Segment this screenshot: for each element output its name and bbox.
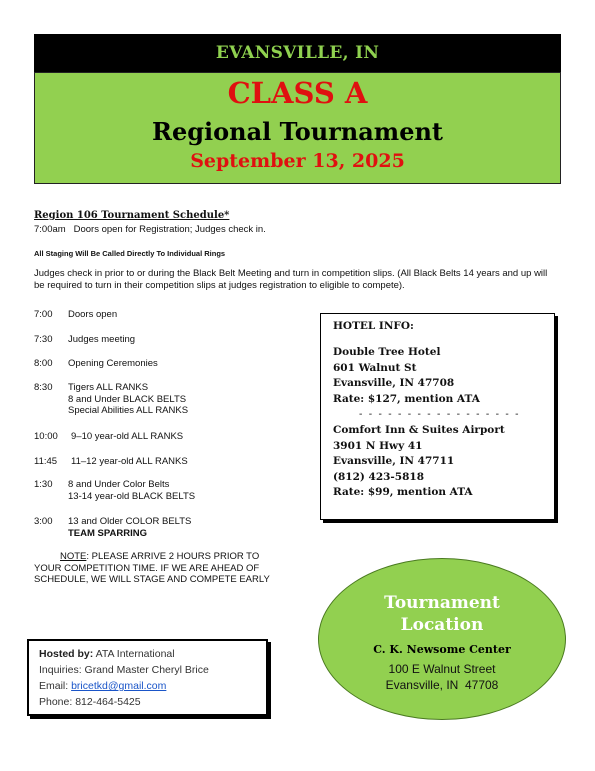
venue-address: [319, 661, 565, 693]
staging-note: All Staging Will Be Called Directly To Individual Rings: [34, 249, 226, 258]
schedule-time: 7:30: [34, 334, 53, 345]
city-banner: [34, 34, 561, 72]
title-banner: [34, 72, 561, 184]
hotel-name: Double Tree Hotel: [333, 346, 441, 358]
schedule-desc: 8 and Under Color Belts: [68, 479, 170, 490]
hotel-rate: Rate: $99, mention ATA: [333, 486, 473, 498]
schedule-time: 8:00: [34, 358, 53, 369]
schedule-desc: 9–10 year-old ALL RANKS: [71, 431, 184, 442]
venue-street: 100 E Walnut Street: [388, 662, 496, 676]
schedule-time: 1:30: [34, 479, 53, 490]
schedule-time: 8:30: [34, 382, 53, 393]
venue-city: Evansville, IN 47708: [385, 678, 499, 692]
hosted-label: Hosted by:: [39, 648, 94, 660]
hotel-name: Comfort Inn & Suites Airport: [333, 424, 505, 436]
venue-name: C. K. Newsome Center: [373, 643, 511, 656]
schedule-desc: 13-14 year-old BLACK BELTS: [68, 490, 196, 502]
schedule-desc: Judges meeting: [68, 334, 136, 345]
hotel-separator: - - - - - - - - - - - - - - - - -: [359, 409, 521, 420]
email-link[interactable]: bricetkd@gmail.com: [71, 680, 167, 692]
schedule-title: Region 106 Tournament Schedule*: [34, 210, 230, 221]
phone-line: Phone: 812-464-5425: [39, 696, 141, 708]
schedule-subtitle: 7:00am Doors open for Registration; Judges check in.: [34, 224, 266, 235]
hotel-title: HOTEL INFO:: [333, 320, 414, 332]
note-text: : PLEASE ARRIVE 2 HOURS PRIOR TO YOUR COMPETITION TIME. IF WE ARE AHEAD OF SCHEDULE, WE WILL STAGE AND COMPETE EARLY: [34, 551, 270, 585]
schedule-desc: Opening Ceremonies: [68, 358, 158, 369]
judges-note: Judges check in prior to or during the Black Belt Meeting and turn in competition slips. (All Black Belts 14 years and up will be required to turn in their competition slips at judges registration to eligible to compete).: [34, 268, 548, 291]
location-title: [319, 592, 565, 636]
note-label: NOTE: [60, 551, 87, 562]
arrival-note: [34, 551, 284, 586]
hosted-by: [39, 646, 175, 662]
email-label: Email:: [39, 680, 72, 692]
hotel-phone: (812) 423-5818: [333, 470, 425, 483]
event-date: September 13, 2025: [190, 150, 405, 172]
hotel-city: Evansville, IN 47711: [333, 455, 455, 467]
schedule-desc: 11–12 year-old ALL RANKS: [71, 456, 188, 467]
city-heading: EVANSVILLE, IN: [215, 43, 380, 63]
location-oval: [318, 558, 566, 720]
event-heading: Regional Tournament: [152, 117, 443, 146]
email-line: [39, 678, 166, 694]
schedule-desc: 8 and Under BLACK BELTS: [68, 393, 187, 405]
hotel-address: 3901 N Hwy 41: [333, 439, 423, 452]
host-info-box: [27, 639, 268, 716]
schedule-time: 11:45: [34, 456, 58, 467]
schedule-desc: Tigers ALL RANKS: [68, 382, 149, 393]
location-title-line1: Tournament: [384, 593, 500, 613]
schedule-desc: TEAM SPARRING: [68, 527, 147, 539]
location-title-line2: Location: [400, 615, 484, 635]
class-heading: CLASS A: [227, 76, 368, 110]
schedule-time: 10:00: [34, 431, 58, 442]
hotel-rate: Rate: $127, mention ATA: [333, 392, 480, 405]
inquiries: Inquiries: Grand Master Cheryl Brice: [39, 664, 209, 676]
schedule-desc: Doors open: [68, 309, 118, 320]
schedule-time: 7:00: [34, 309, 53, 320]
hosted-value: ATA International: [93, 648, 175, 660]
schedule-desc: 13 and Older COLOR BELTS: [68, 516, 192, 527]
hotel-city: Evansville, IN 47708: [333, 377, 455, 389]
hotel-info-box: [320, 313, 555, 520]
hotel-address: 601 Walnut St: [333, 361, 417, 374]
schedule-desc: Special Abilities ALL RANKS: [68, 405, 189, 416]
schedule-time: 3:00: [34, 516, 53, 527]
